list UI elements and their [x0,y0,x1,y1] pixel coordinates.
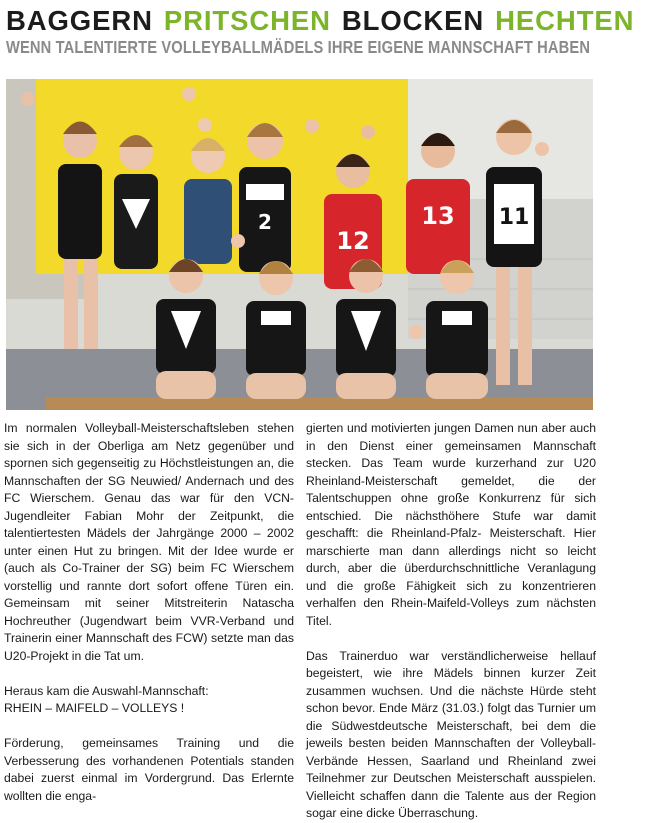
headline [6,4,635,38]
subheadline: WENN TALENTIERTE VOLLEYBALLMÄDELS IHRE EIGENE MANNSCHAFT HABEN [6,37,591,57]
article-paragraph-1: Im normalen Volleyball-Meisterschaftsleben stehen sie sich in der Oberliga am Netz gegenüber und spornen sich gegenseitig zu Höchstleistungen an, die Mannschaften der SG Neuwied/ Andernach und des FC Wierschem. Genau das war für den VCN- Jugendleiter Fabian Mohr der Zeitpunkt, die talentiertesten Mädels der Jahrgänge 2000 – 2002 unter einen Hut zu bringen. Mit der Idee wurde er (auch als Co-Trainer der SG) beim FC Wierschem vorstellig und rannte dort sofort offene Türen ein. Gemeinsam mit seiner Mitstreiterin Natascha Hochreuther (Jugendwart beim VVR-Verband und Trainerin einer Mannschaft des FCW) setzte man das U20-Projekt in die Tat um. [4,421,294,663]
headline-word-hechten: HECHTEN [495,5,635,36]
player-back-2 [114,135,158,269]
player-back-3 [184,138,232,264]
team-photo [6,79,593,410]
jersey-number-12: 12 [336,227,370,255]
jersey-number-2: 2 [258,210,272,234]
team-announcement-heading: Heraus kam die Auswahl-Mannschaft: [4,683,209,698]
team-name: RHEIN – MAIFELD – VOLLEYS ! [4,701,185,715]
article-column-right [306,420,596,823]
headline-word-pritschen: PRITSCHEN [163,5,331,36]
jersey-number-11: 11 [498,205,530,230]
headline-word-blocken: BLOCKEN [341,5,485,36]
article-column-left [4,420,294,805]
jersey-number-13: 13 [421,202,455,230]
article-paragraph-4: Das Trainerduo war verständlicherweise hellauf begeistert, wie ihre Mädels binnen kurzer Zeit zusammen wuchsen. Und die nächste Hürde steht schon bevor. Ende März (31.03.) folgt das Turnier um die Südwestdeutsche Meisterschaft, bei dem die jeweils besten beiden Mannschaften der Volleyball-Verbände Hessen, Saarland und Rheinland zwei Teilnehmer zur Deutschen Meisterschaft ausspielen. Vielleicht schaffen dann die Talente aus der Region sogar eine dicke Überraschung. [306,648,596,820]
headline-word-baggern: BAGGERN [6,5,153,36]
article-paragraph-3-start: Förderung, gemeinsames Training und die Verbesserung des vorhandenen Potentials standen dabei zuerst einmal im Vordergrund. Das Erlernte wollten die enga- [4,736,294,803]
article-paragraph-3-end: gierten und motivierten jungen Damen nun aber auch in den Dienst einer gemeinsamen Mannschaft stecken. Das Team wurde kurzerhand zur U20 Rheinland-Meisterschaft gemeldet, die der Talentschuppen ohne große Konkurrenz für sich entschied. Die nächsthöhere Stufe war damit geschafft: die Rheinland-Pfalz- Meisterschaft. Hier marschierte man dann allerdings nicht so leicht durch, aber die überdurchschnittliche Veranlagung und die große Fähigkeit sich zu konzentrieren verhalfen den Rhein-Maifeld-Volleys zum nächsten Titel. [306,421,596,628]
